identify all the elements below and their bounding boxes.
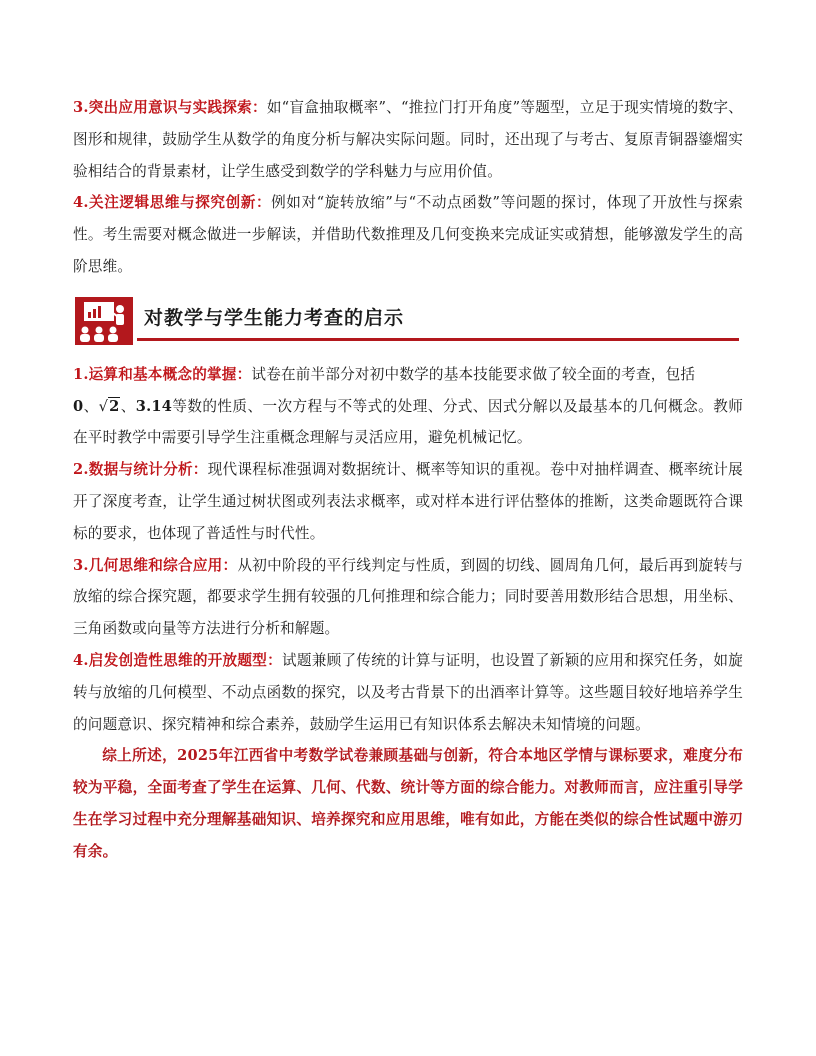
paragraph-text: 现代课程标准强调对数据统计、概率等知识的重视。卷中对抽样调查、概率统计展开了深度考查，让学生通过树状图或列表法求概率，或对样本进行评估整体的推断，这类命题既符合课标的要求，也体现了普适性与时代性。 — [73, 461, 743, 542]
paragraph-practice-exploration — [73, 92, 743, 187]
paragraph-lead: 4.关注逻辑思维与探究创新： — [73, 194, 272, 212]
paragraph-logic-innovation — [73, 187, 743, 282]
summary-paragraph: 综上所述，2025年江西省中考数学试卷兼顾基础与创新，符合本地区学情与课标要求，难度分布较为平稳，全面考查了学生在运算、几何、代数、统计等方面的综合能力。对教师而言，应注重引导学生在学习过程中充分理解基础知识、培养探究和应用思维，唯有如此，方能在类似的综合性试题中游刃有余。 — [73, 747, 743, 860]
section-divider — [137, 338, 739, 341]
paragraph-text: 例如对“旋转放缩”与“不动点函数”等问题的探讨，体现了开放性与探索性。考生需要对概念做进一步解读，并借助代数推理及几何变换来完成证实或猜想，能够激发学生的高阶思维。 — [73, 194, 743, 275]
paragraph-lead: 4.启发创造性思维的开放题型： — [73, 651, 283, 669]
section-header — [73, 291, 743, 353]
paragraph-basic-concepts — [73, 359, 743, 454]
paragraph-lead: 1.运算和基本概念的掌握： — [73, 365, 252, 383]
paragraph-text: 试题兼顾了传统的计算与证明，也设置了新颖的应用和探究任务，如旋转与放缩的几何模型、不动点函数的探究，以及考古背景下的出酒率计算等。这些题目较好地培养学生的问题意识、探究精神和综合素养，鼓励学生运用已有知识体系去解决未知情境的问题。 — [73, 651, 743, 733]
paragraph-lead: 3.几何思维和综合应用： — [73, 556, 238, 574]
paragraph-geometry — [73, 550, 743, 645]
radical-sign: √ — [98, 397, 109, 415]
paragraph-lead: 3.突出应用意识与实践探索： — [73, 99, 267, 116]
paragraph-text: 等数的性质、一次方程与不等式的处理、分式、因式分解以及最基本的几何概念。教师在平时教学中需要引导学生注重概念理解与灵活应用，避免机械记忆。 — [73, 397, 744, 447]
paragraph-text: 从初中阶段的平行线判定与性质，到圆的切线、圆周角几何，最后再到旋转与放缩的综合探究题，都要求学生拥有较强的几何推理和综合能力；同时要善用数形结合思想，用坐标、三角函数或向量等方法进行分析和解题。 — [73, 556, 743, 638]
separator: 、 — [120, 397, 136, 415]
paragraph-text: 试卷在前半部分对初中数学的基本技能要求做了较全面的考查，包括 — [251, 365, 696, 383]
sqrt-expression — [99, 391, 121, 423]
paragraph-text: 如“盲盒抽取概率”、“推拉门打开角度”等题型，立足于现实情境的数字、图形和规律，鼓励学生从数学的角度分析与解决实际问题。同时，还出现了与考古、复原青铜器鎏熘实验相结合的背景素材，让学生感受到数学的学科魅力与应用价值。 — [73, 99, 743, 180]
separator: 、 — [83, 397, 99, 415]
document-page — [73, 92, 743, 868]
number-zero: 0 — [73, 397, 84, 415]
number-pi-approx: 3.14 — [135, 397, 173, 415]
presentation-teacher-icon — [75, 297, 133, 345]
radicand: 2 — [109, 397, 120, 415]
section-title: 对教学与学生能力考查的启示 — [144, 306, 405, 329]
paragraph-open-questions — [73, 645, 743, 740]
paragraph-statistics — [73, 454, 743, 549]
paragraph-lead: 2.数据与统计分析： — [73, 461, 208, 479]
